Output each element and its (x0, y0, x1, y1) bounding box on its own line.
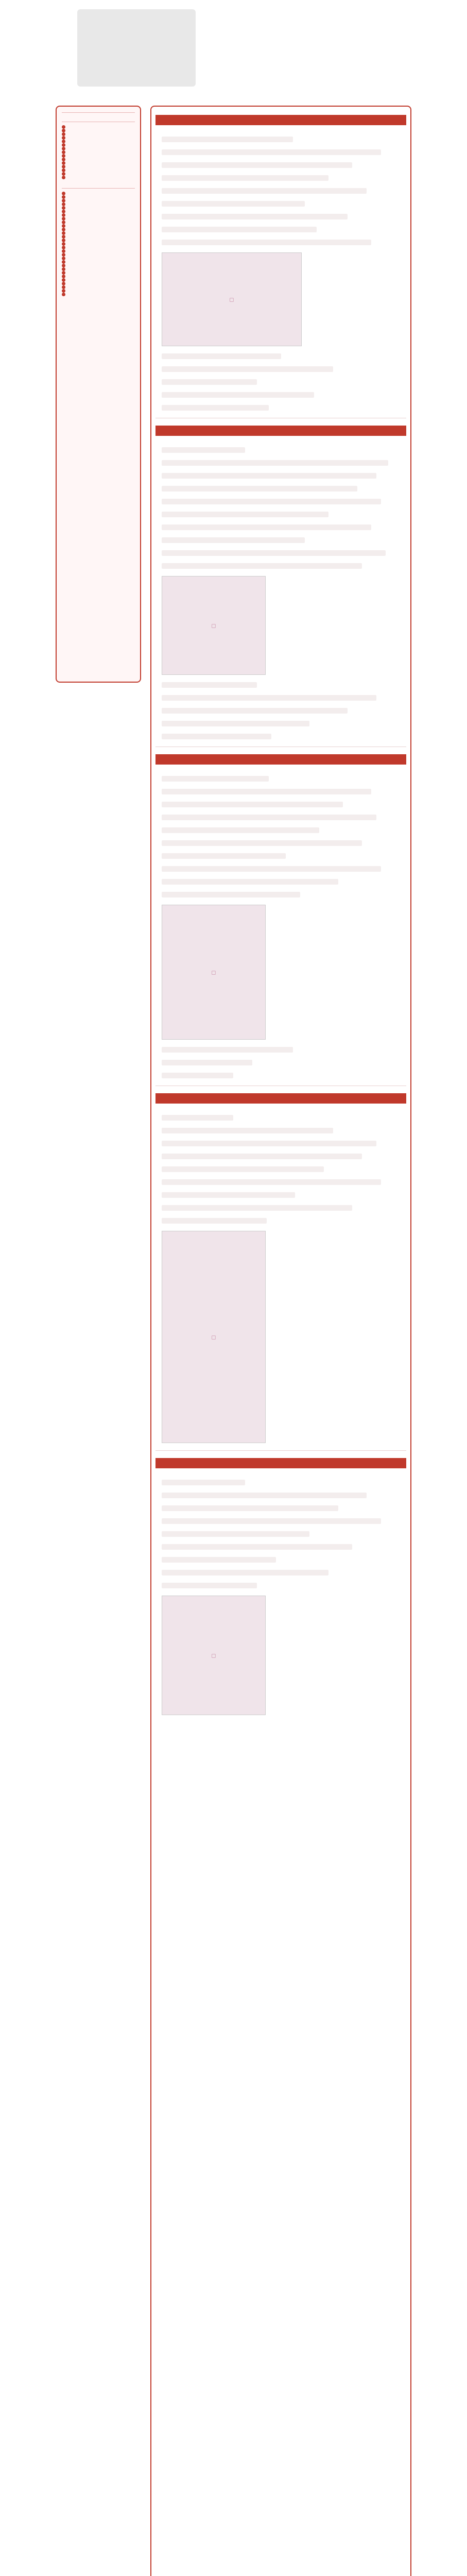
archive-item[interactable] (62, 143, 135, 147)
post-text-line (162, 149, 381, 155)
post-text-line (162, 550, 386, 556)
bullet-icon (62, 206, 65, 210)
post-separator (155, 1450, 406, 1451)
bullet-icon (62, 228, 65, 231)
post-text-line (162, 1179, 381, 1185)
post-text-line (162, 227, 317, 232)
post-text-line (162, 405, 269, 411)
post-text-line (162, 188, 367, 194)
bullet-icon (62, 231, 65, 235)
post-text-line (162, 379, 257, 385)
bullet-icon (62, 192, 65, 195)
archive-item[interactable] (62, 150, 135, 154)
sidebar-archive-heading (62, 120, 135, 122)
photo-icon: ◻ (211, 622, 216, 629)
member-item[interactable] (62, 271, 135, 275)
member-item[interactable] (62, 257, 135, 260)
bullet-icon (62, 140, 65, 143)
bullet-icon (62, 158, 65, 161)
sidebar (56, 106, 141, 683)
photo-icon: ◻ (211, 1652, 216, 1659)
member-item[interactable] (62, 224, 135, 228)
bullet-icon (62, 249, 65, 253)
member-list (62, 192, 135, 296)
sidebar-intro (62, 111, 135, 113)
member-item[interactable] (62, 278, 135, 282)
member-item[interactable] (62, 213, 135, 217)
bullet-icon (62, 293, 65, 296)
post-text-line (162, 734, 271, 739)
member-item[interactable] (62, 228, 135, 231)
post-text-line (162, 1493, 367, 1498)
member-item[interactable] (62, 235, 135, 239)
post-text-line (162, 392, 314, 398)
post-text-line (162, 473, 376, 479)
post-text-line (162, 776, 269, 782)
archive-item[interactable] (62, 158, 135, 161)
member-item[interactable] (62, 210, 135, 213)
member-item[interactable] (62, 199, 135, 202)
header (0, 0, 467, 95)
member-item[interactable] (62, 293, 135, 296)
post-text-line (162, 1115, 233, 1121)
post-text-line (162, 815, 376, 820)
post-title-bar[interactable] (155, 1458, 406, 1468)
post-body (151, 125, 410, 411)
archive-item[interactable] (62, 176, 135, 179)
bullet-icon (62, 260, 65, 264)
post-text-line (162, 892, 300, 897)
post-text-line (162, 866, 381, 872)
post-text-line (162, 802, 343, 807)
post-text-line (162, 1583, 257, 1588)
member-item[interactable] (62, 289, 135, 293)
bullet-icon (62, 285, 65, 289)
member-item[interactable] (62, 192, 135, 195)
member-item[interactable] (62, 217, 135, 221)
post-text-line (162, 695, 376, 701)
bullet-icon (62, 150, 65, 154)
post-text-line (162, 1505, 338, 1511)
member-item[interactable] (62, 206, 135, 210)
photo-icon: ◻ (211, 969, 216, 976)
bullet-icon (62, 165, 65, 168)
post-text-line (162, 1047, 293, 1053)
post-title-bar[interactable] (155, 115, 406, 125)
bullet-icon (62, 168, 65, 172)
post-photo (162, 1596, 266, 1715)
bullet-icon (62, 257, 65, 260)
post-body (151, 436, 410, 739)
post-text-line (162, 682, 257, 688)
post-text-line (162, 499, 381, 504)
member-item[interactable] (62, 264, 135, 267)
sidebar-members-heading (62, 187, 135, 189)
archive-list (62, 125, 135, 179)
bullet-icon (62, 224, 65, 228)
bullet-icon (62, 282, 65, 285)
photo-icon: ◻ (229, 296, 234, 303)
post-title-bar[interactable] (155, 1093, 406, 1104)
post-text-line (162, 1218, 267, 1224)
bullet-icon (62, 221, 65, 224)
post-text-line (162, 447, 245, 453)
post-text-line (162, 1205, 352, 1211)
post-photo (162, 252, 302, 346)
post-text-line (162, 537, 305, 543)
member-item[interactable] (62, 260, 135, 264)
member-item[interactable] (62, 285, 135, 289)
bullet-icon (62, 154, 65, 158)
post-photo (162, 1231, 266, 1443)
bullet-icon (62, 289, 65, 293)
bullet-icon (62, 239, 65, 242)
bullet-icon (62, 199, 65, 202)
post-text-line (162, 1166, 324, 1172)
archive-item[interactable] (62, 125, 135, 129)
post-text-line (162, 1531, 309, 1537)
photo-icon: ◻ (211, 1333, 216, 1341)
post-text-line (162, 460, 388, 466)
post-text-line (162, 1557, 276, 1563)
archive-item[interactable] (62, 140, 135, 143)
post-text-line (162, 840, 362, 846)
post-body (151, 1468, 410, 1715)
bullet-icon (62, 235, 65, 239)
blog-post (151, 754, 410, 1078)
bullet-icon (62, 125, 65, 129)
bullet-icon (62, 132, 65, 136)
post-text-line (162, 1518, 381, 1524)
post-text-line (162, 853, 286, 859)
archive-item[interactable] (62, 168, 135, 172)
post-text-line (162, 240, 371, 245)
member-item[interactable] (62, 282, 135, 285)
post-text-line (162, 1154, 362, 1159)
post-photo (162, 576, 266, 675)
post-text-line (162, 1544, 352, 1550)
bullet-icon (62, 161, 65, 165)
post-title-bar[interactable] (155, 426, 406, 436)
post-body (151, 1104, 410, 1443)
blog-post (151, 426, 410, 739)
member-item[interactable] (62, 249, 135, 253)
member-item[interactable] (62, 253, 135, 257)
archive-item[interactable] (62, 132, 135, 136)
archive-item[interactable] (62, 165, 135, 168)
bullet-icon (62, 217, 65, 221)
sidebar-archive (62, 120, 135, 179)
post-text-line (162, 512, 328, 517)
main-content (150, 106, 411, 2576)
member-item[interactable] (62, 195, 135, 199)
sidebar-members (62, 187, 135, 296)
post-text-line (162, 1570, 328, 1575)
member-item[interactable] (62, 267, 135, 271)
post-title-bar[interactable] (155, 754, 406, 765)
member-item[interactable] (62, 231, 135, 235)
bullet-icon (62, 275, 65, 278)
bullet-icon (62, 210, 65, 213)
post-text-line (162, 175, 328, 181)
post-text-line (162, 563, 362, 569)
post-text-line (162, 201, 305, 207)
bullet-icon (62, 136, 65, 140)
blog-post (151, 1093, 410, 1443)
bullet-icon (62, 278, 65, 282)
post-text-line (162, 879, 338, 885)
post-text-line (162, 137, 293, 142)
member-item[interactable] (62, 242, 135, 246)
post-text-line (162, 1141, 376, 1146)
post-text-line (162, 486, 357, 492)
post-text-line (162, 524, 371, 530)
archive-item[interactable] (62, 136, 135, 140)
archive-item[interactable] (62, 154, 135, 158)
post-text-line (162, 708, 348, 714)
bullet-icon (62, 143, 65, 147)
archive-item[interactable] (62, 172, 135, 176)
post-photo (162, 905, 266, 1040)
blog-post (151, 115, 410, 411)
blog-post (151, 1458, 410, 1715)
post-text-line (162, 162, 352, 168)
post-text-line (162, 353, 281, 359)
bullet-icon (62, 246, 65, 249)
archive-item[interactable] (62, 129, 135, 132)
bullet-icon (62, 176, 65, 179)
bullet-icon (62, 195, 65, 199)
member-item[interactable] (62, 221, 135, 224)
site-logo[interactable] (77, 9, 196, 87)
member-item[interactable] (62, 275, 135, 278)
bullet-icon (62, 172, 65, 176)
bullet-icon (62, 267, 65, 271)
bullet-icon (62, 242, 65, 246)
bullet-icon (62, 264, 65, 267)
post-text-line (162, 789, 371, 794)
post-text-line (162, 1128, 333, 1133)
sidebar-intro-heading (62, 111, 135, 113)
bullet-icon (62, 147, 65, 150)
bullet-icon (62, 271, 65, 275)
bullet-icon (62, 253, 65, 257)
post-text-line (162, 1060, 252, 1065)
bullet-icon (62, 213, 65, 217)
post-text-line (162, 721, 309, 726)
post-text-line (162, 214, 348, 219)
post-text-line (162, 366, 333, 372)
archive-item[interactable] (62, 147, 135, 150)
member-item[interactable] (62, 246, 135, 249)
post-text-line (162, 1192, 295, 1198)
bullet-icon (62, 129, 65, 132)
member-item[interactable] (62, 202, 135, 206)
bullet-icon (62, 202, 65, 206)
post-text-line (162, 1480, 245, 1485)
member-item[interactable] (62, 239, 135, 242)
archive-item[interactable] (62, 161, 135, 165)
post-text-line (162, 827, 319, 833)
post-body (151, 765, 410, 1078)
post-text-line (162, 1073, 233, 1078)
